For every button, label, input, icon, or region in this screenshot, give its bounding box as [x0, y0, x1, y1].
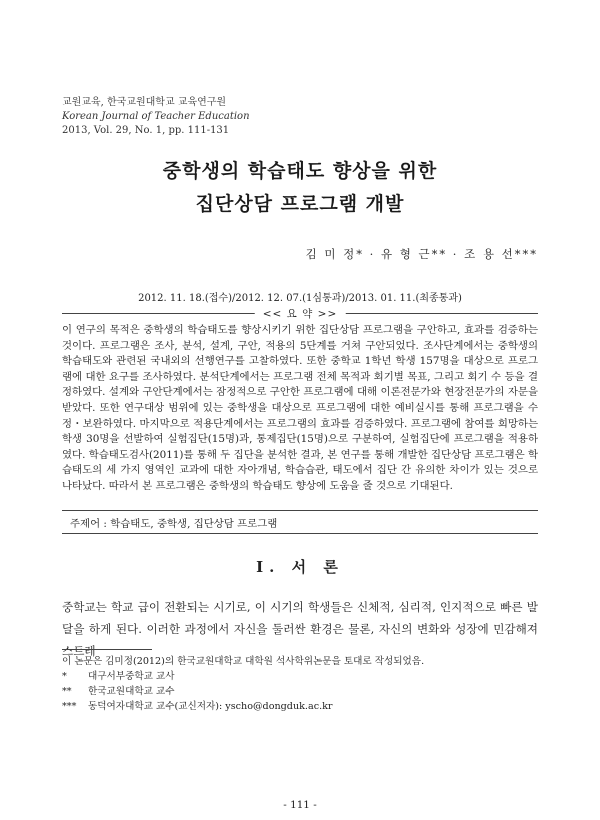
body-paragraph: 중학교는 학교 급이 전환되는 시기로, 이 시기의 학생들은 신체적, 심리적, 인지적으로 빠른 발달을 하게 된다. 이러한 과정에서 자신을 둘러싼 환경은 물론, 자신의 변화와 성장에 민감해져 스트레	[62, 600, 538, 658]
footnote-author-3	[62, 699, 538, 714]
footnote-mark: ***	[62, 701, 77, 712]
footnote-text: 한국교원대학교 교수	[88, 686, 175, 697]
paper-title-line-1: 중학생의 학습태도 향상을 위한	[162, 160, 438, 182]
abstract-heading	[62, 306, 538, 320]
abstract-text: 이 연구의 목적은 중학생의 학습태도를 향상시키기 위한 집단상담 프로그램을 구안하고, 효과를 검증하는 것이다. 프로그램은 조사, 분석, 설계, 구안, 적용의 5단계를 거쳐 구안되었다. 조사단계에서는 중학생의 학습태도와 관련된 국내외의 선행연구를 고찰하였다. 또한 중학교 1학년 학생 157명을 대상으로 프로그램에 대한 요구를 조사하였다. 분석단계에서는 프로그램 전체 목적과 회기별 목표, 그리고 회기 수 등을 결정하였다. 설계와 구안단계에서는 잠정적으로 구안한 프로그램에 대해 이론전문가와 현장전문가의 자문을 받았다. 또한 연구대상 범위에 있는 중학생을 대상으로 프로그램에 대한 예비실시를 통해 프로그램을 수정・보완하였다. 마지막으로 적용단계에서는 프로그램의 효과를 검증하였다. 프로그램에 참여를 희망하는 학생 30명을 선발하여 실험집단(15명)과, 통제집단(15명)으로 구분하여, 실험집단에 프로그램을 적용하였다. 학습태도검사(2011)를 통해 두 집단을 분석한 결과, 본 연구를 통해 개발한 집단상담 프로그램은 학습태도의 세 가지 영역인 교과에 대한 자아개념, 학습습관, 태도에서 집단 간 유의한 차이가 있는 것으로 나타났다. 따라서 본 프로그램은 중학생의 학습태도 향상에 도움을 줄 것으로 기대된다.	[62, 324, 538, 492]
footnote-divider	[62, 649, 152, 650]
footnote-text: 이 논문은 김미정(2012)의 한국교원대학교 대학원 석사학위논문을 토대로 작성되었음.	[62, 656, 425, 667]
journal-volume: 2013, Vol. 29, No. 1, pp. 111-131	[62, 125, 230, 136]
footnote-author-1	[62, 669, 538, 684]
footnotes	[62, 654, 538, 714]
footnote-mark: *	[62, 671, 67, 682]
footnote-text: 대구서부중학교 교사	[88, 671, 175, 682]
footnote-text: 동덕여자대학교 교수(교신저자): yscho@dongduk.ac.kr	[88, 701, 333, 712]
paper-title-line-2: 집단상담 프로그램 개발	[195, 193, 405, 215]
footnote-author-2	[62, 684, 538, 699]
page-number: - 111 -	[283, 799, 317, 811]
submission-dates: 2012. 11. 18.(접수)/2012. 12. 07.(1심통과)/2013. 01. 11.(최종통과)	[138, 293, 462, 304]
abstract-heading-label: << 요 약 >>	[255, 306, 346, 321]
journal-name-english: Korean Journal of Teacher Education	[62, 111, 250, 122]
section-heading-introduction: Ⅰ. 서 론	[256, 558, 344, 576]
journal-name-korean: 교원교육, 한국교원대학교 교육연구원	[62, 97, 227, 108]
keywords: 주제어 : 학습태도, 중학생, 집단상담 프로그램	[70, 518, 278, 530]
footnote-source	[62, 654, 538, 669]
authors: 김 미 정* · 유 형 근** · 조 용 선***	[305, 247, 538, 261]
journal-info	[62, 96, 250, 138]
footnote-mark: **	[62, 686, 72, 697]
keywords-box	[62, 510, 538, 534]
